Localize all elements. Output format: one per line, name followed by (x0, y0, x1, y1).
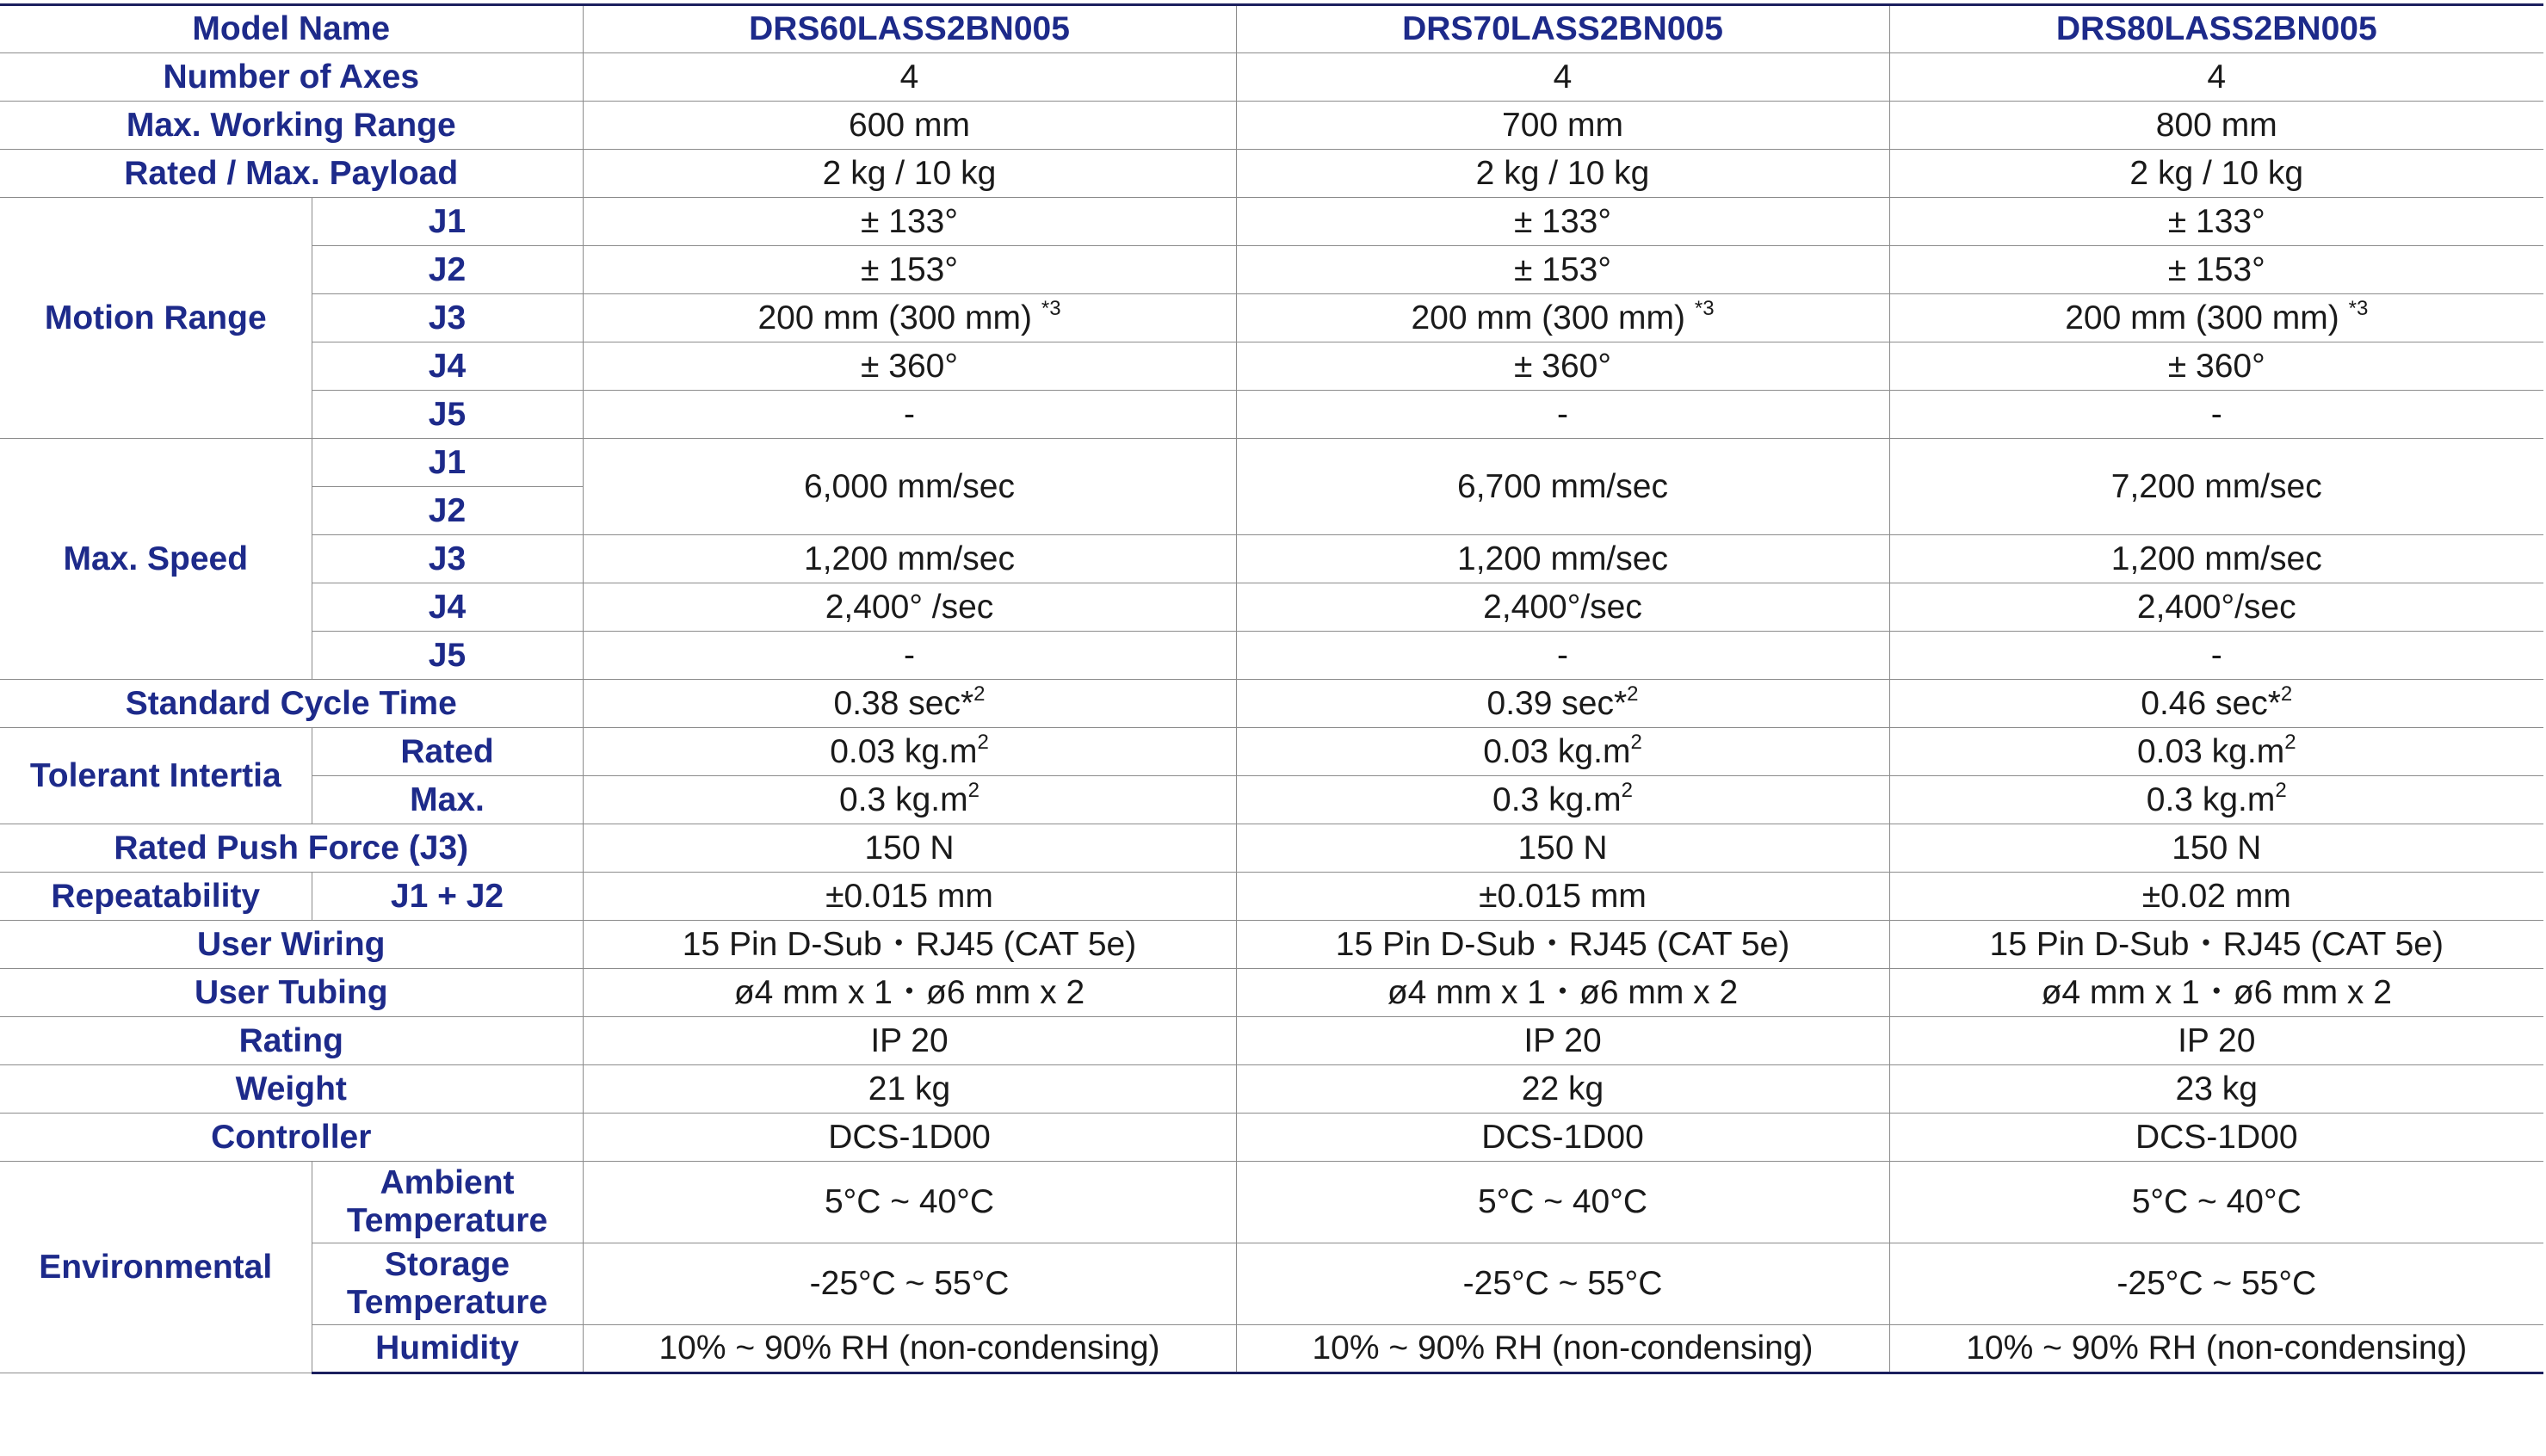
motion-range-j5-value: - (583, 391, 1236, 439)
repeatability-sublabel: J1 + J2 (312, 873, 583, 921)
user-wiring-label: User Wiring (0, 921, 583, 969)
inertia-max-text: 0.3 kg.m (1492, 780, 1622, 818)
storage-temperature-value: -25°C ~ 55°C (583, 1243, 1236, 1325)
motion-range-j4-value: ± 360° (583, 342, 1236, 391)
motion-range-j4-row (0, 342, 2543, 391)
rating-row (0, 1017, 2543, 1065)
number-of-axes-row (0, 53, 2543, 102)
user-wiring-value: 15 Pin D-Sub・RJ45 (CAT 5e) (1889, 921, 2543, 969)
motion-range-j1-label: J1 (312, 198, 583, 246)
max-speed-j4-row (0, 583, 2543, 632)
storage-temperature-row (0, 1243, 2543, 1325)
humidity-label: Humidity (312, 1325, 583, 1373)
ambient-label-line2: Temperature (346, 1202, 548, 1239)
repeatability-value: ±0.015 mm (583, 873, 1236, 921)
max-working-range-value: 700 mm (1236, 102, 1889, 150)
unit-exponent: 2 (2275, 778, 2287, 802)
user-tubing-row (0, 969, 2543, 1017)
max-speed-j5-value: - (583, 632, 1236, 680)
footnote-marker: *3 (1041, 296, 1061, 320)
inertia-rated-value (1889, 728, 2543, 776)
weight-label: Weight (0, 1065, 583, 1114)
model-name-2: DRS70LASS2BN005 (1236, 5, 1889, 53)
payload-row (0, 150, 2543, 198)
rating-value: IP 20 (1889, 1017, 2543, 1065)
footnote-marker: *3 (2348, 296, 2369, 320)
push-force-row (0, 824, 2543, 873)
number-of-axes-value: 4 (583, 53, 1236, 102)
footnote-marker: *3 (1694, 296, 1715, 320)
inertia-max-value (1889, 776, 2543, 824)
ambient-temperature-value: 5°C ~ 40°C (583, 1162, 1236, 1243)
inertia-rated-value (583, 728, 1236, 776)
max-speed-j3-value: 1,200 mm/sec (583, 535, 1236, 583)
max-speed-j5-label: J5 (312, 632, 583, 680)
controller-value: DCS-1D00 (1236, 1114, 1889, 1162)
number-of-axes-value: 4 (1889, 53, 2543, 102)
weight-value: 22 kg (1236, 1065, 1889, 1114)
cycle-time-value (1236, 680, 1889, 728)
controller-value: DCS-1D00 (583, 1114, 1236, 1162)
max-speed-label: Max. Speed (0, 439, 312, 680)
cycle-time-value (583, 680, 1236, 728)
ambient-temperature-row (0, 1162, 2543, 1243)
payload-value: 2 kg / 10 kg (1236, 150, 1889, 198)
inertia-rated-text: 0.03 kg.m (2136, 732, 2285, 770)
ambient-temperature-value: 5°C ~ 40°C (1236, 1162, 1889, 1243)
ambient-label-line1: Ambient (380, 1164, 515, 1202)
inertia-rated-text: 0.03 kg.m (1483, 732, 1631, 770)
environmental-label: Environmental (0, 1162, 312, 1373)
payload-label: Rated / Max. Payload (0, 150, 583, 198)
inertia-max-value (583, 776, 1236, 824)
inertia-max-text: 0.3 kg.m (839, 780, 968, 818)
motion-range-j3-text: 200 mm (300 mm) (757, 299, 1041, 336)
user-wiring-row (0, 921, 2543, 969)
cycle-time-label: Standard Cycle Time (0, 680, 583, 728)
inertia-max-row (0, 776, 2543, 824)
inertia-max-label: Max. (312, 776, 583, 824)
inertia-max-text: 0.3 kg.m (2146, 780, 2276, 818)
motion-range-j2-value: ± 153° (583, 246, 1236, 294)
repeatability-value: ±0.015 mm (1236, 873, 1889, 921)
motion-range-j1-value: ± 133° (1889, 198, 2543, 246)
cycle-time-text: 0.38 sec* (833, 684, 974, 722)
user-tubing-value: ø4 mm x 1・ø6 mm x 2 (1889, 969, 2543, 1017)
motion-range-j4-label: J4 (312, 342, 583, 391)
humidity-value: 10% ~ 90% RH (non-condensing) (583, 1325, 1236, 1373)
motion-range-j1-value: ± 133° (1236, 198, 1889, 246)
payload-value: 2 kg / 10 kg (583, 150, 1236, 198)
model-name-1: DRS60LASS2BN005 (583, 5, 1236, 53)
user-tubing-value: ø4 mm x 1・ø6 mm x 2 (583, 969, 1236, 1017)
max-working-range-label: Max. Working Range (0, 102, 583, 150)
humidity-value: 10% ~ 90% RH (non-condensing) (1236, 1325, 1889, 1373)
number-of-axes-value: 4 (1236, 53, 1889, 102)
push-force-value: 150 N (583, 824, 1236, 873)
footnote-marker: 2 (1627, 682, 1639, 706)
rating-value: IP 20 (583, 1017, 1236, 1065)
max-speed-j4-label: J4 (312, 583, 583, 632)
max-speed-j3-row (0, 535, 2543, 583)
unit-exponent: 2 (2284, 730, 2296, 754)
rating-label: Rating (0, 1017, 583, 1065)
footnote-marker: 2 (2280, 682, 2293, 706)
motion-range-j3-text: 200 mm (300 mm) (2065, 299, 2349, 336)
weight-value: 21 kg (583, 1065, 1236, 1114)
footnote-marker: 2 (973, 682, 986, 706)
max-speed-j1-label: J1 (312, 439, 583, 487)
max-speed-j4-value: 2,400° /sec (583, 583, 1236, 632)
motion-range-j5-row (0, 391, 2543, 439)
unit-exponent: 2 (1630, 730, 1642, 754)
max-speed-j2-label: J2 (312, 487, 583, 535)
cycle-time-text: 0.46 sec* (2141, 684, 2281, 722)
inertia-rated-text: 0.03 kg.m (830, 732, 978, 770)
header-row (0, 5, 2543, 53)
max-speed-j1-row (0, 439, 2543, 487)
storage-temperature-value: -25°C ~ 55°C (1236, 1243, 1889, 1325)
ambient-temperature-value: 5°C ~ 40°C (1889, 1162, 2543, 1243)
controller-row (0, 1114, 2543, 1162)
max-speed-j3-value: 1,200 mm/sec (1236, 535, 1889, 583)
motion-range-j3-row (0, 294, 2543, 342)
inertia-rated-row (0, 728, 2543, 776)
payload-value: 2 kg / 10 kg (1889, 150, 2543, 198)
max-speed-j1j2-value: 7,200 mm/sec (1889, 439, 2543, 535)
max-speed-j1j2-value: 6,700 mm/sec (1236, 439, 1889, 535)
motion-range-j3-label: J3 (312, 294, 583, 342)
cycle-time-value (1889, 680, 2543, 728)
repeatability-value: ±0.02 mm (1889, 873, 2543, 921)
user-wiring-value: 15 Pin D-Sub・RJ45 (CAT 5e) (1236, 921, 1889, 969)
spec-table (0, 3, 2543, 1374)
cycle-time-text: 0.39 sec* (1486, 684, 1628, 722)
motion-range-j5-value: - (1889, 391, 2543, 439)
motion-range-j2-label: J2 (312, 246, 583, 294)
storage-temperature-label (312, 1243, 583, 1325)
max-working-range-row (0, 102, 2543, 150)
max-working-range-value: 800 mm (1889, 102, 2543, 150)
weight-value: 23 kg (1889, 1065, 2543, 1114)
controller-label: Controller (0, 1114, 583, 1162)
motion-range-j3-value (583, 294, 1236, 342)
motion-range-j1-row (0, 198, 2543, 246)
number-of-axes-label: Number of Axes (0, 53, 583, 102)
humidity-row (0, 1325, 2543, 1373)
max-speed-j3-value: 1,200 mm/sec (1889, 535, 2543, 583)
inertia-rated-value (1236, 728, 1889, 776)
motion-range-j3-value (1889, 294, 2543, 342)
model-name-3: DRS80LASS2BN005 (1889, 5, 2543, 53)
motion-range-j3-text: 200 mm (300 mm) (1411, 299, 1695, 336)
motion-range-j2-row (0, 246, 2543, 294)
storage-label-line1: Storage (384, 1246, 510, 1284)
max-working-range-value: 600 mm (583, 102, 1236, 150)
push-force-value: 150 N (1236, 824, 1889, 873)
cycle-time-row (0, 680, 2543, 728)
user-wiring-value: 15 Pin D-Sub・RJ45 (CAT 5e) (583, 921, 1236, 969)
max-speed-j1j2-value: 6,000 mm/sec (583, 439, 1236, 535)
max-speed-j4-value: 2,400°/sec (1889, 583, 2543, 632)
unit-exponent: 2 (1621, 778, 1633, 802)
motion-range-j5-value: - (1236, 391, 1889, 439)
controller-value: DCS-1D00 (1889, 1114, 2543, 1162)
max-speed-j5-value: - (1889, 632, 2543, 680)
user-tubing-value: ø4 mm x 1・ø6 mm x 2 (1236, 969, 1889, 1017)
storage-temperature-value: -25°C ~ 55°C (1889, 1243, 2543, 1325)
max-speed-j5-value: - (1236, 632, 1889, 680)
motion-range-j3-value (1236, 294, 1889, 342)
push-force-label: Rated Push Force (J3) (0, 824, 583, 873)
max-speed-j3-label: J3 (312, 535, 583, 583)
repeatability-label: Repeatability (0, 873, 312, 921)
motion-range-j2-value: ± 153° (1236, 246, 1889, 294)
motion-range-label: Motion Range (0, 198, 312, 439)
tolerant-inertia-label: Tolerant Intertia (0, 728, 312, 824)
user-tubing-label: User Tubing (0, 969, 583, 1017)
unit-exponent: 2 (977, 730, 989, 754)
max-speed-j4-value: 2,400°/sec (1236, 583, 1889, 632)
motion-range-j1-value: ± 133° (583, 198, 1236, 246)
rating-value: IP 20 (1236, 1017, 1889, 1065)
motion-range-j5-label: J5 (312, 391, 583, 439)
weight-row (0, 1065, 2543, 1114)
inertia-max-value (1236, 776, 1889, 824)
repeatability-row (0, 873, 2543, 921)
max-speed-j5-row (0, 632, 2543, 680)
ambient-temperature-label (312, 1162, 583, 1243)
motion-range-j2-value: ± 153° (1889, 246, 2543, 294)
motion-range-j4-value: ± 360° (1889, 342, 2543, 391)
motion-range-j4-value: ± 360° (1236, 342, 1889, 391)
humidity-value: 10% ~ 90% RH (non-condensing) (1889, 1325, 2543, 1373)
unit-exponent: 2 (967, 778, 979, 802)
storage-label-line2: Temperature (346, 1284, 548, 1321)
inertia-rated-label: Rated (312, 728, 583, 776)
push-force-value: 150 N (1889, 824, 2543, 873)
model-name-label: Model Name (0, 5, 583, 53)
